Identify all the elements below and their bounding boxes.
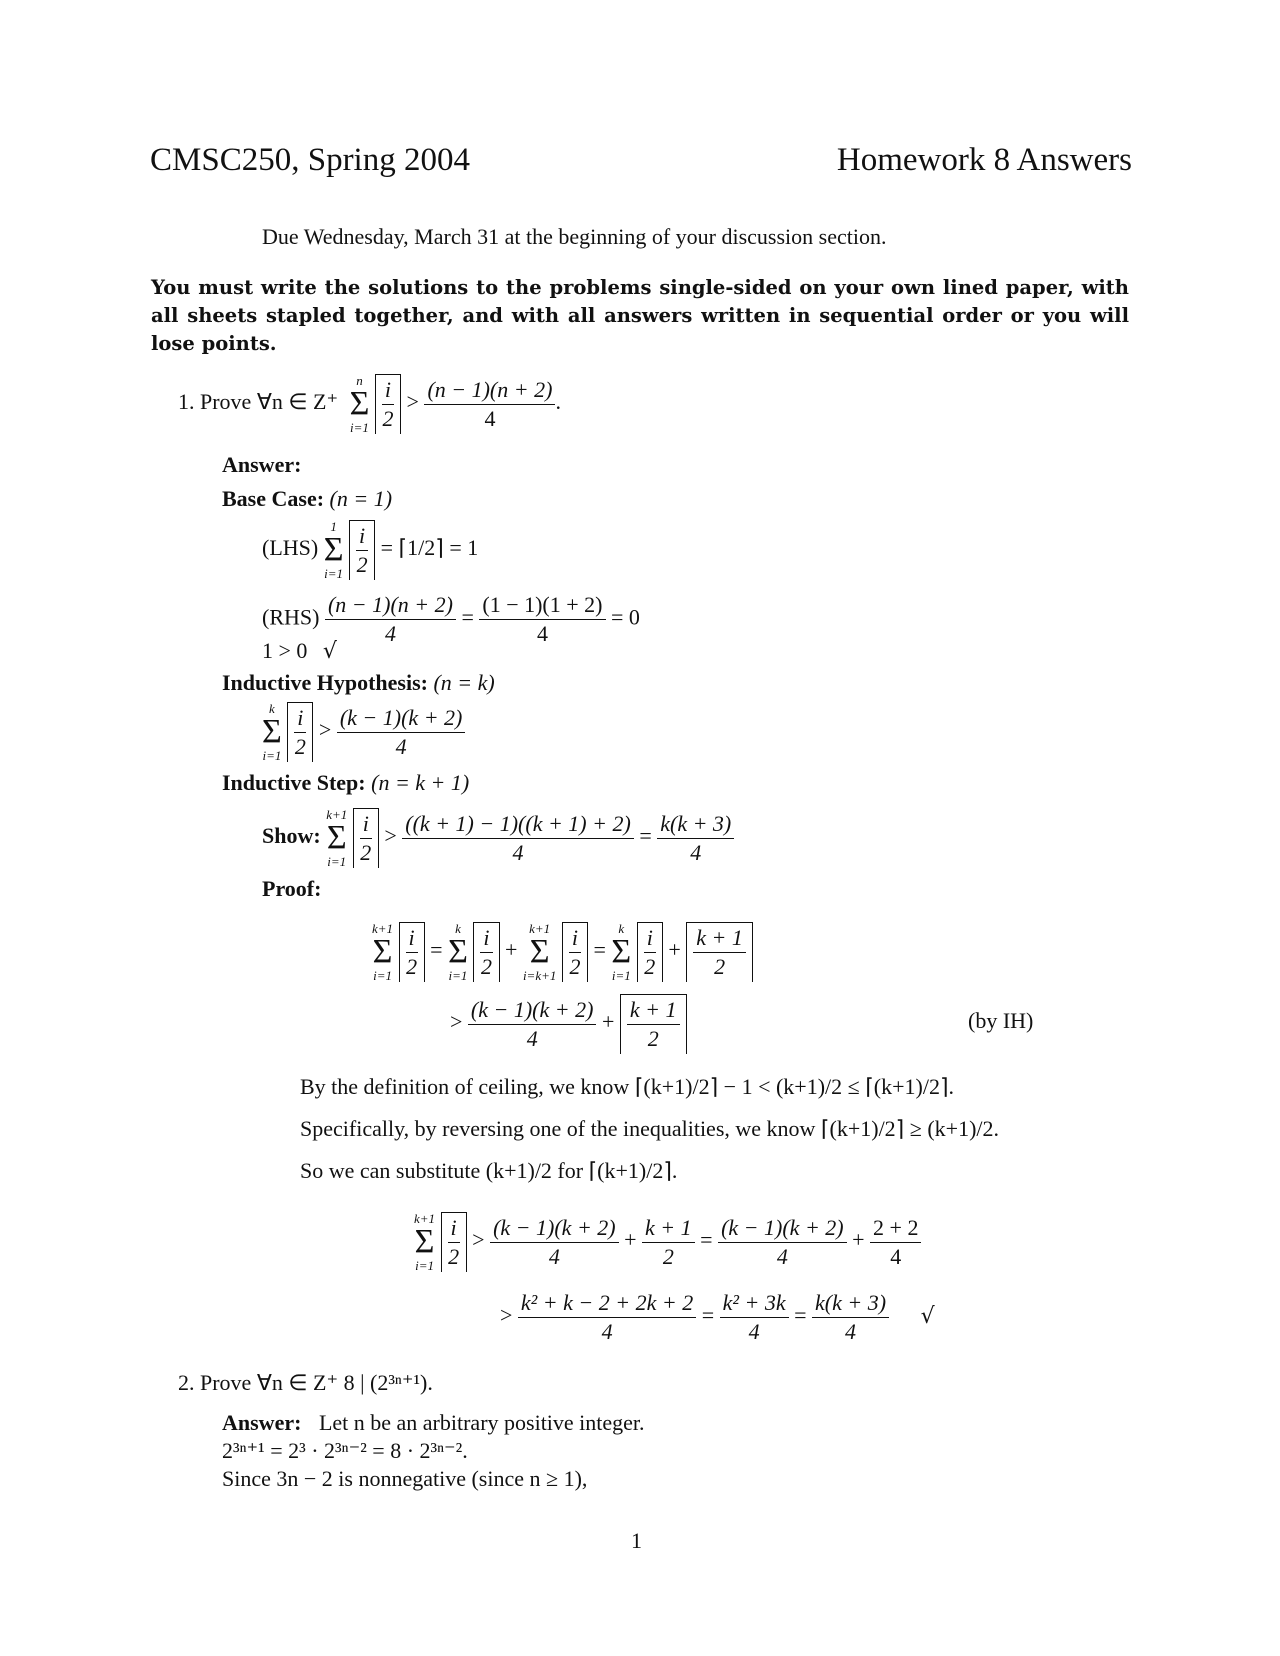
problem-2-answer-text: Let n be an arbitrary positive integer.	[318, 1410, 645, 1435]
due-line: Due Wednesday, March 31 at the beginning of your discussion section.	[262, 224, 887, 249]
base-case-condition: (n = 1)	[329, 486, 393, 511]
is-condition: (n = k + 1)	[371, 770, 470, 795]
ceiling-i-over-2: $\frac{i}{2}$	[375, 374, 401, 434]
check-mark-icon: √	[920, 1303, 935, 1329]
ih-label: Inductive Hypothesis:	[222, 670, 428, 695]
page-number: 1	[631, 1528, 642, 1553]
ceiling-i-over-2: $\frac{i}{2}$	[287, 702, 313, 762]
course-title: CMSC250, Spring 2004	[150, 142, 470, 178]
proof-line-2: > $\frac{(k - 1)(k + 2)}{4}$ + $\frac{k + 1}{2}$	[450, 994, 687, 1054]
rhs-result: = 0	[611, 604, 640, 630]
sigma-symbol: k Σ i=1	[448, 921, 468, 983]
sigma-symbol: k Σ i=1	[262, 701, 282, 763]
final-line-a: k+1 Σ i=1 $\frac{i}{2}$ > $\frac{(k - 1)(k + 2)}{4}$ + $\frac{k + 1}{2}$ = $\frac{(k - 1)(k + 2)}{4}$ + $\frac{2 + 2}{4}$	[414, 1212, 921, 1272]
is-label: Inductive Step:	[222, 770, 366, 795]
problem-1-rhs-fraction: $\frac{(n - 1)(n + 2)}{4}$	[424, 377, 555, 432]
show-line: Show: k+1 Σ i=1 $\frac{i}{2}$ > $\frac{((k + 1) - 1)((k + 1) + 2)}{4}$ = $\frac{k(k + 3)}{4}$	[262, 808, 734, 868]
show-label: Show:	[262, 823, 321, 849]
problem-2-answer-label: Answer:	[222, 1410, 302, 1435]
sigma-symbol: k+1 Σ i=1	[372, 921, 394, 983]
sigma-symbol: n Σ i=1	[349, 373, 370, 435]
problem-2-line-3: Since 3n − 2 is nonnegative (since n ≥ 1),	[222, 1466, 588, 1491]
problem-1-number: 1.	[178, 389, 195, 415]
sigma-symbol: 1 Σ i=1	[323, 519, 344, 581]
rhs-fraction: $\frac{(n - 1)(n + 2)}{4}$	[325, 592, 456, 647]
answer-label: Answer:	[222, 452, 302, 477]
problem-2-statement	[178, 1370, 433, 1396]
show-fraction: $\frac{((k + 1) - 1)((k + 1) + 2)}{4}$	[402, 811, 634, 866]
sigma-symbol: k+1 Σ i=k+1	[522, 921, 557, 983]
ih-expression: k Σ i=1 $\frac{i}{2}$ > $\frac{(k - 1)(k + 2)}{4}$	[262, 702, 465, 762]
page-title: Homework 8 Answers	[836, 142, 1132, 178]
problem-2-answer	[222, 1410, 645, 1436]
final-line-b: > $\frac{\text{k² + k − 2 + 2k + 2}}{4}$ = $\frac{\text{k² + 3k}}{4}$ = $\frac{k(k + 3)}{4}$ √	[500, 1290, 935, 1344]
ceiling-paragraph-2: Specifically, by reversing one of the inequalities, we know ⌈(k+1)/2⌉ ≥ (k+1)/2.	[300, 1116, 1000, 1141]
base-compare: 1 > 0 √	[262, 638, 337, 664]
rhs-line: (RHS) $\frac{(n - 1)(n + 2)}{4}$ = $\frac{(1 - 1)(1 + 2)}{4}$ = 0	[262, 592, 640, 646]
lhs-line	[262, 520, 478, 580]
lhs-result: = ⌈1/2⌉ = 1	[380, 535, 479, 561]
inductive-hypothesis	[222, 670, 495, 696]
sigma-symbol: k Σ i=1	[611, 921, 632, 983]
check-mark-icon: √	[322, 639, 337, 664]
problem-1-prove: Prove ∀n ∈ Z⁺	[200, 389, 339, 415]
proof-line-1: k+1 Σ i=1 $\frac{i}{2}$ = k Σ i=1 $\frac{i}{2}$ + k+1 Σ i=k+1 $\frac{i}{2}$ = k Σ i=1 $\frac{i}{2}$ + $\frac{k + 1}{2}$	[372, 922, 753, 982]
problem-2-number: 2.	[178, 1370, 195, 1395]
sigma-symbol: k+1 Σ i=1	[326, 807, 348, 869]
rhs-label: (RHS)	[262, 604, 320, 630]
problem-1-statement: 1. Prove ∀n ∈ Z⁺ n Σ i=1 $\frac{i}{2}$ > $\frac{(n - 1)(n + 2)}{4}$ .	[178, 373, 561, 435]
ceiling-paragraph-3: So we can substitute (k+1)/2 for ⌈(k+1)/2⌉.	[300, 1158, 678, 1183]
sigma-symbol: k+1 Σ i=1	[414, 1211, 436, 1273]
ceiling-i-over-2: $\frac{i}{2}$	[349, 520, 375, 580]
ceiling-i-over-2: $\frac{i}{2}$	[353, 808, 379, 868]
ih-fraction: $\frac{(k - 1)(k + 2)}{4}$	[337, 705, 466, 760]
lhs-label: (LHS)	[262, 535, 319, 561]
rhs-calc-fraction: $\frac{(1 - 1)(1 + 2)}{4}$	[479, 592, 605, 647]
proof-label: Proof:	[262, 876, 322, 901]
ih-condition: (n = k)	[433, 670, 495, 695]
inductive-step	[222, 770, 469, 796]
base-case	[222, 486, 392, 512]
base-case-label: Base Case:	[222, 486, 325, 511]
problem-2-line-2: 2³ⁿ⁺¹ = 2³ · 2³ⁿ⁻² = 8 · 2³ⁿ⁻².	[222, 1438, 468, 1463]
problem-2-prove: Prove ∀n ∈ Z⁺ 8 | (2³ⁿ⁺¹).	[200, 1370, 433, 1395]
show-fraction-2: $\frac{k(k + 3)}{4}$	[657, 811, 734, 866]
ceiling-paragraph-1: By the definition of ceiling, we know ⌈(k+1)/2⌉ − 1 < (k+1)/2 ≤ ⌈(k+1)/2⌉.	[300, 1074, 955, 1099]
by-ih-note: (by IH)	[968, 1008, 1034, 1033]
notice-paragraph: You must write the solutions to the problems single-sided on your own lined paper, with all sheets stapled together, and with all answers written in sequential order or you will lose points.	[151, 276, 1129, 355]
